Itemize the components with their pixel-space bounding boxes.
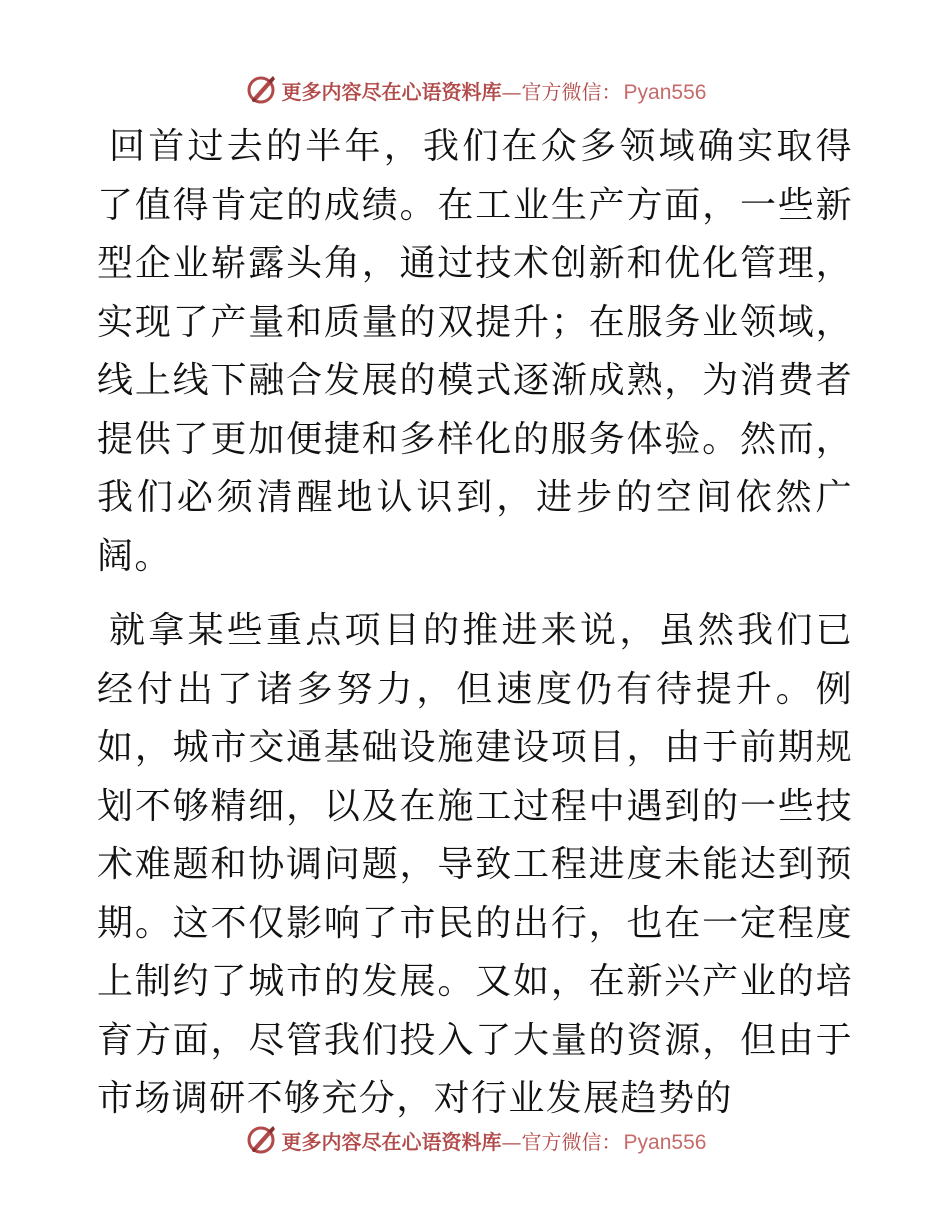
header-separator: —: [501, 79, 522, 104]
paragraph-1: 回首过去的半年，我们在众多领域确实取得了值得肯定的成绩。在工业生产方面，一些新型企业崭露头角，通过技术创新和优化管理，实现了产量和质量的双提升；在服务业领域，线上线下融合发展的模式逐渐成熟，为消费者提供了更加便捷和多样化的服务体验。然而，我们必须清醒地认识到，进步的空间依然广阔。: [97, 126, 853, 577]
footer-text: [282, 1126, 707, 1155]
footer-wechat-id: Pyan556: [623, 1130, 707, 1154]
header-wechat-label: 官方微信：: [521, 79, 622, 104]
document-body: [97, 118, 853, 1129]
paragraph-2: 就拿某些重点项目的推进来说，虽然我们已经付出了诸多努力，但速度仍有待提升。例如，城市交通基础设施建设项目，由于前期规划不够精细，以及在施工过程中遇到的一些技术难题和协调问题，导致工程进度未能达到预期。这不仅影响了市民的出行，也在一定程度上制约了城市的发展。又如，在新兴产业的培育方面，尽管我们投入了大量的资源，但由于市场调研不够充分，对行业发展趋势的: [97, 610, 853, 1119]
footer-banner: [0, 1120, 950, 1160]
footer-wechat-label: 官方微信：: [521, 1129, 622, 1154]
header-banner: [0, 70, 950, 110]
footer-separator: —: [501, 1129, 522, 1154]
header-brand-text: 更多内容尽在心语资料库: [281, 79, 502, 104]
pen-logo-icon: [244, 1123, 278, 1157]
header-wechat-id: Pyan556: [623, 80, 707, 104]
header-text: [282, 76, 707, 105]
pen-logo-icon: [244, 73, 278, 107]
footer-brand-text: 更多内容尽在心语资料库: [281, 1129, 502, 1154]
